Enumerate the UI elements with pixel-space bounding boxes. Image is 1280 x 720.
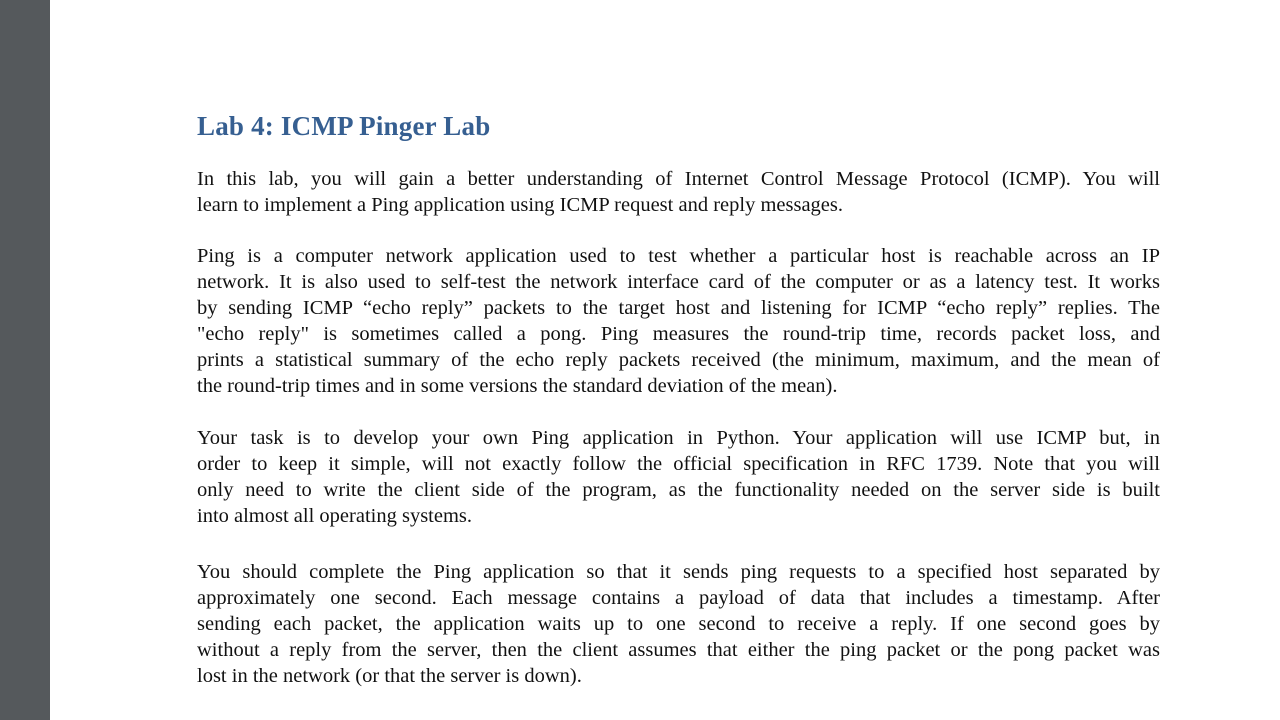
text-line: network. It is also used to self-test the network interface card of the computer or as a latency test. It works [197,271,1160,293]
text-line: only need to write the client side of the program, as the functionality needed on the server side is built [197,479,1160,501]
text-line: You should complete the Ping application so that it sends ping requests to a specified host separated by [197,561,1160,583]
text-line: prints a statistical summary of the echo reply packets received (the minimum, maximum, and the mean of [197,349,1160,371]
text-line: without a reply from the server, then the client assumes that either the ping packet or the pong packet was [197,639,1160,661]
text-line: "echo reply" is sometimes called a pong. Ping measures the round-trip time, records packet loss, and [197,323,1160,345]
text-line: approximately one second. Each message contains a payload of data that includes a timestamp. After [197,587,1160,609]
text-line: the round-trip times and in some versions the standard deviation of the mean). [197,375,838,397]
text-line: into almost all operating systems. [197,505,473,527]
text-line: lost in the network (or that the server is down). [197,665,582,687]
paragraph-task [197,425,1160,529]
text-line: order to keep it simple, will not exactly follow the official specification in RFC 1739. Note that you will [197,453,1160,475]
text-line: Ping is a computer network application used to test whether a particular host is reachable across an IP [197,245,1160,267]
text-line: In this lab, you will gain a better understanding of Internet Control Message Protocol (ICMP). You will [197,168,1160,190]
page-title: Lab 4: ICMP Pinger Lab [197,111,491,141]
viewer-sidebar [0,0,50,720]
text-line: sending each packet, the application waits up to one second to receive a reply. If one second goes by [197,613,1160,635]
paragraph-ping-description [197,243,1160,399]
paragraph-intro [197,166,1160,218]
paragraph-requirements [197,559,1160,689]
text-line: learn to implement a Ping application using ICMP request and reply messages. [197,194,844,216]
text-line: Your task is to develop your own Ping application in Python. Your application will use ICMP but, in [197,427,1160,449]
text-line: by sending ICMP “echo reply” packets to the target host and listening for ICMP “echo reply” replies. The [197,297,1160,319]
